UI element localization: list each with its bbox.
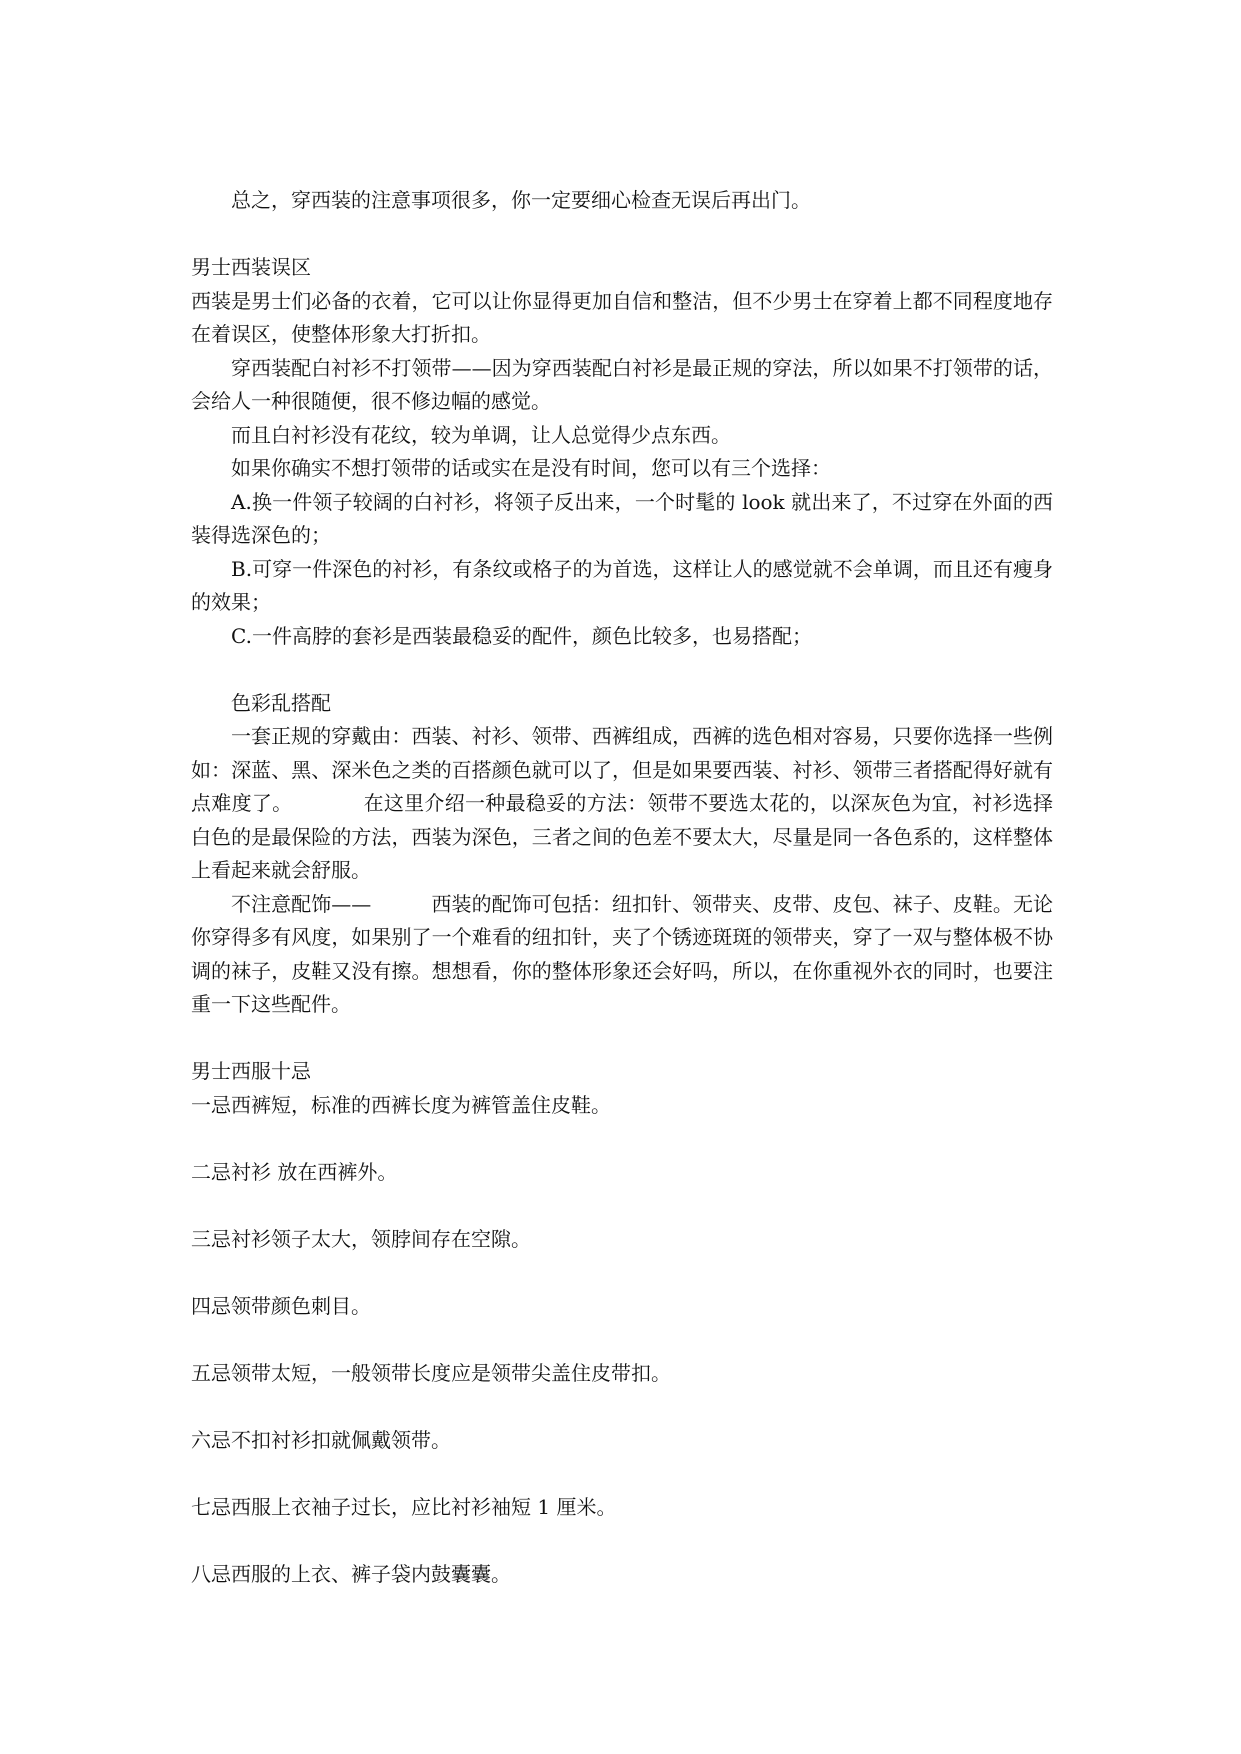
taboo-item: 二忌衬衫 放在西裤外。 bbox=[191, 1159, 398, 1184]
option-a: A.换一件领子较阔的白衬衫，将领子反出来，一个时髦的 look 就出来了，不过穿在外面的西装得选深色的； bbox=[191, 489, 1053, 547]
taboo-item: 八忌西服的上衣、裤子袋内鼓囊囊。 bbox=[191, 1561, 511, 1586]
intro-paragraph: 总之，穿西装的注意事项很多，你一定要细心检查无误后再出门。 bbox=[231, 188, 811, 212]
paragraph-white-shirt-no-tie: 穿西装配白衬衫不打领带——因为穿西装配白衬衫是最正规的穿法，所以如果不打领带的话，会给人一种很随便，很不修边幅的感觉。 bbox=[191, 355, 1053, 413]
section-title-color-matching: 色彩乱搭配 bbox=[231, 690, 331, 715]
spacer bbox=[191, 1189, 1053, 1223]
spacer bbox=[191, 1256, 1053, 1290]
taboo-item: 七忌西服上衣袖子过长，应比衬衫袖短 1 厘米。 bbox=[191, 1494, 617, 1519]
spacer bbox=[191, 1390, 1053, 1424]
spacer bbox=[191, 1524, 1053, 1558]
spacer bbox=[191, 1323, 1053, 1357]
paragraph-three-options: 如果你确实不想打领带的话或实在是没有时间，您可以有三个选择： bbox=[231, 456, 831, 480]
spacer bbox=[191, 218, 1053, 252]
spacer bbox=[191, 1457, 1053, 1491]
section-title-misconceptions: 男士西装误区 bbox=[191, 255, 311, 279]
option-b: B.可穿一件深色的衬衫，有条纹或格子的为首选，这样让人的感觉就不会单调，而且还有瘦身的效果； bbox=[191, 556, 1053, 614]
taboo-item: 三忌衬衫领子太大，领脖间存在空隙。 bbox=[191, 1226, 531, 1251]
taboo-item: 四忌领带颜色刺目。 bbox=[191, 1293, 371, 1318]
taboo-item: 六忌不扣衬衫扣就佩戴领带。 bbox=[191, 1427, 451, 1452]
spacer bbox=[191, 653, 1053, 687]
section-title-ten-taboos: 男士西服十忌 bbox=[191, 1059, 311, 1083]
spacer bbox=[191, 1022, 1053, 1056]
section-lead-paragraph: 西装是男士们必备的衣着，它可以让你显得更加自信和整洁，但不少男士在穿着上都不同程度地存在着误区，使整体形象大打折扣。 bbox=[191, 288, 1053, 346]
taboo-item: 一忌西裤短，标准的西裤长度为裤管盖住皮鞋。 bbox=[191, 1092, 611, 1117]
taboo-item: 五忌领带太短，一般领带长度应是领带尖盖住皮带扣。 bbox=[191, 1360, 671, 1385]
paragraph-color-matching: 一套正规的穿戴由：西装、衬衫、领带、西裤组成，西裤的选色相对容易，只要你选择一些例如：深蓝、黑、深米色之类的百搭颜色就可以了，但是如果要西装、衬衫、领带三者搭配得好就有点难度了。 在这里介绍一种最稳妥的方法：领带不要选太花的，以深灰色为宜，衬衫选择白色的是最保险的方法，西装为深色，三者之间的色差不要太大，尽量是同一各色系的，这样整体上看起来就会舒服。 bbox=[191, 724, 1053, 882]
paragraph-accessories: 不注意配饰—— 西装的配饰可包括：纽扣针、领带夹、皮带、皮包、袜子、皮鞋。无论 你穿得多有风度，如果别了一个难看的纽扣针，夹了个锈迹斑斑的领带夹，穿了一双与整体极不协调的袜子，皮鞋又没有擦。想想看，你的整体形象还会好吗，所以，在你重视外衣的同时，也要注重一下这些配件。 bbox=[191, 891, 1053, 1016]
paragraph-plain-shirt: 而且白衬衫没有花纹，较为单调，让人总觉得少点东西。 bbox=[231, 422, 731, 447]
option-c: C.一件高脖的套衫是西装最稳妥的配件，颜色比较多，也易搭配； bbox=[231, 623, 812, 648]
spacer bbox=[191, 1122, 1053, 1156]
document-body bbox=[191, 184, 1053, 1591]
